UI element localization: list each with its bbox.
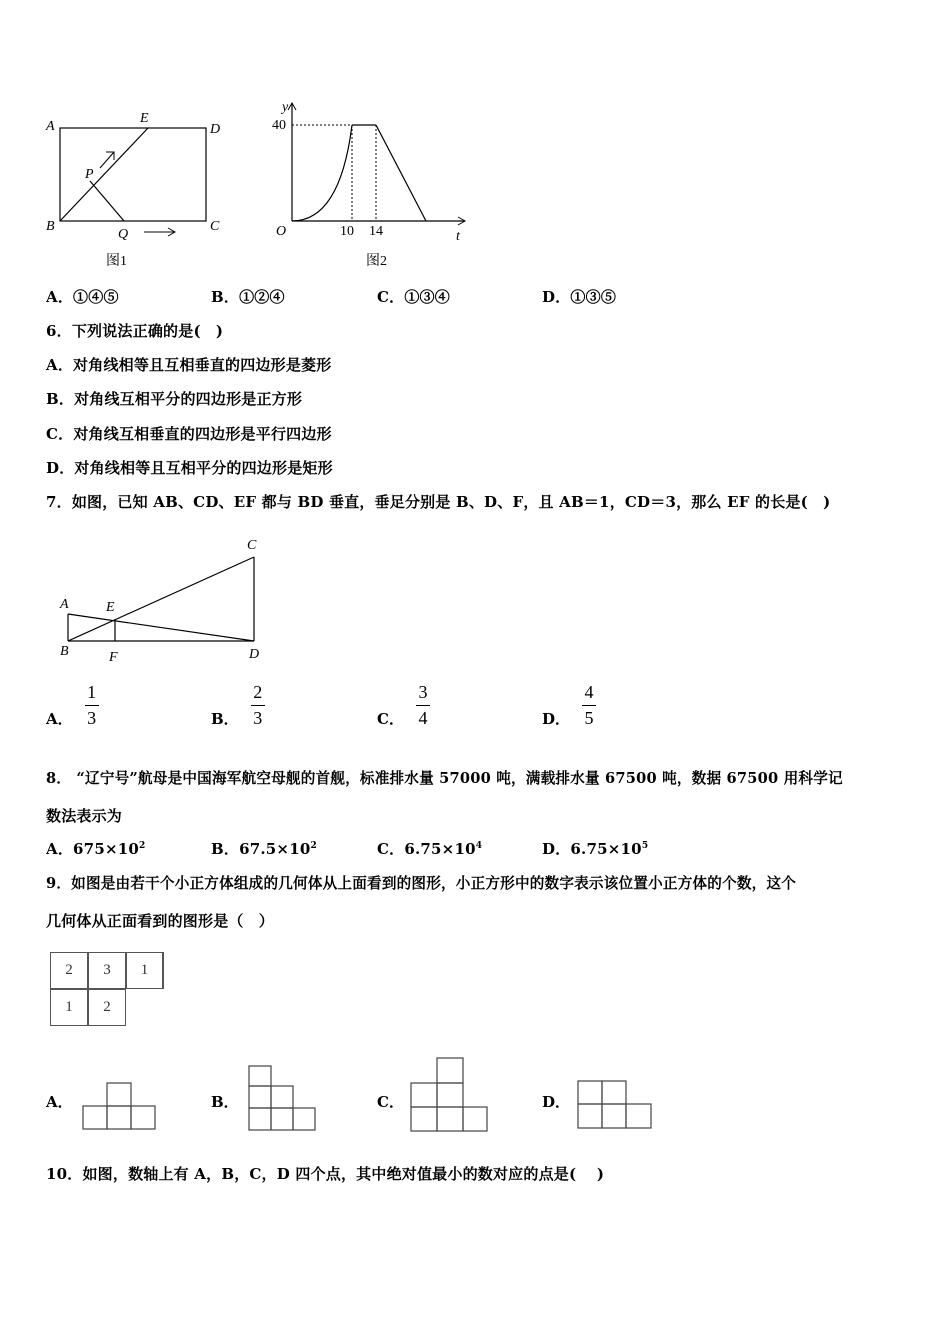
grid-cell: 2	[88, 989, 126, 1026]
fig2-origin-label: O	[276, 224, 287, 239]
q9-stem-line1: 9．如图是由若干个小正方体组成的几何体从上面看到的图形，小正方形中的数字表示该位置小正方体的个数，这个	[46, 875, 797, 892]
fig1-label-e: E	[140, 111, 149, 126]
q9-option-c-figure	[408, 1055, 490, 1135]
q6-option-c: C．对角线互相垂直的四边形是平行四边形	[46, 425, 332, 443]
q9-stem-line2: 几何体从正面看到的图形是（ ）	[46, 912, 275, 930]
q8-stem-line2: 数法表示为	[46, 807, 123, 825]
q7-label-a: A	[60, 597, 69, 612]
grid-cell: 3	[88, 952, 126, 989]
q9-option-a-figure	[80, 1078, 158, 1132]
q9-option-b-figure	[246, 1063, 318, 1133]
q9-top-view-grid	[50, 952, 170, 1030]
q7-label-b: B	[60, 644, 69, 659]
grid-cell: 1	[126, 952, 164, 989]
q6-stem: 6．下列说法正确的是( )	[46, 322, 224, 340]
q6-option-b: B．对角线互相平分的四边形是正方形	[46, 390, 303, 408]
fig2-x-axis-label: t	[456, 229, 460, 244]
q7-figure	[55, 535, 275, 665]
fig1-label-q: Q	[118, 227, 129, 242]
q9-option-a-label: A．	[46, 1093, 73, 1111]
q7-option-b: B． $\frac{2}{3}$	[211, 682, 265, 729]
fig2-x-tick-10: 10	[340, 224, 354, 239]
q7-option-c: C． $\frac{3}{4}$	[377, 682, 430, 729]
q9-option-b-label: B．	[211, 1093, 239, 1111]
fig2-y-axis-label: y	[282, 100, 289, 115]
q10-stem: 10．如图，数轴上有 A，B，C，D 四个点，其中绝对值最小的数对应的点是( )	[46, 1165, 605, 1183]
fig1-label-d: D	[210, 122, 221, 137]
fig2-x-tick-14: 14	[369, 224, 383, 239]
fig1-label-b: B	[46, 219, 55, 234]
fig2-y-tick: 40	[272, 118, 286, 133]
q9-option-d-label: D．	[542, 1093, 571, 1111]
q7-label-f: F	[109, 650, 118, 665]
q5-figure-1	[40, 108, 230, 273]
q5-figure-2	[260, 95, 475, 273]
q7-option-d: D． $\frac{4}{5}$	[542, 682, 596, 729]
fig1-label-c: C	[210, 219, 220, 234]
fig1-label-p: P	[85, 167, 94, 182]
q9-option-c-label: C．	[377, 1093, 404, 1111]
q7-stem: 7．如图，已知 AB、CD、EF 都与 BD 垂直，垂足分别是 B、D、F，且 AB＝1，CD＝3，那么 EF 的长是( )	[46, 493, 831, 511]
q5-option-b: B．①②④	[211, 288, 285, 306]
q8-stem-line1: 8． “辽宁号”航母是中国海军航空母舰的首舰，标准排水量 57000 吨，满载排水量 67500 吨，数据 67500 用科学记	[46, 770, 843, 787]
fig1-caption: 图1	[106, 254, 127, 269]
fig2-caption: 图2	[366, 254, 387, 269]
q7-option-a: A． $\frac{1}{3}$	[46, 682, 99, 729]
q5-option-a: A．①④⑤	[46, 288, 119, 306]
grid-cell: 2	[50, 952, 88, 989]
q7-label-e: E	[106, 600, 115, 615]
q8-option-c: C．$6.75\times 10^4$	[377, 840, 483, 858]
grid-cell: 1	[50, 989, 88, 1026]
q7-label-d: D	[249, 647, 260, 662]
q6-option-d: D．对角线相等且互相平分的四边形是矩形	[46, 459, 333, 477]
q8-option-d: D．$6.75\times 10^5$	[542, 840, 649, 858]
q9-option-d-figure	[574, 1077, 656, 1132]
q8-option-a: A．$675\times 10^2$	[46, 840, 146, 858]
q5-option-c: C．①③④	[377, 288, 450, 306]
fig1-label-a: A	[46, 119, 55, 134]
q6-option-a: A．对角线相等且互相垂直的四边形是菱形	[46, 356, 332, 374]
q8-option-b: B．$67.5\times 10^2$	[211, 840, 317, 858]
q7-label-c: C	[247, 538, 257, 553]
q5-option-d: D．①③⑤	[542, 288, 617, 306]
